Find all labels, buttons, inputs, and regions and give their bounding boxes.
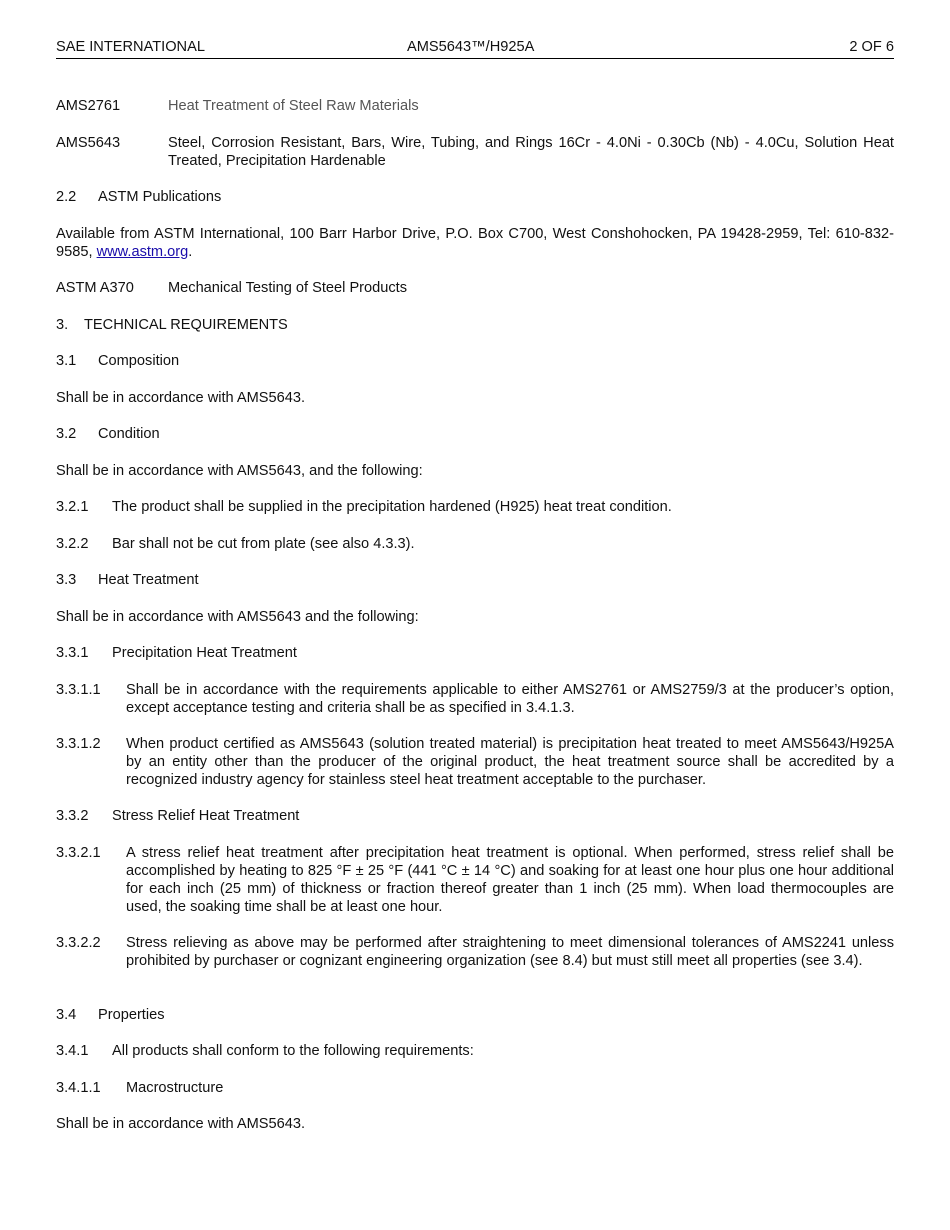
heat-treatment-text: Shall be in accordance with AMS5643 and the following: [56,609,419,625]
header-doc-id: AMS5643™/H925A [407,39,535,55]
section-number: 3.3.2.1 [56,845,101,861]
section-text: Stress relieving as above may be performed after straightening to meet dimensional tolerances of AMS2241 unless prohibited by purchaser or cognizant engineering organization (see 8.4) but must still meet all properties (see 3.4). [126,935,894,969]
document-page [56,38,894,1132]
astm-availability-paragraph: Available from ASTM International, 100 Barr Harbor Drive, P.O. Box C700, West Conshohocken, PA 19428-2959, Tel: 610-832-9585, www.astm.org. [56,226,894,260]
section-number: 3.3.1.1 [56,682,101,698]
section-title: Stress Relief Heat Treatment [112,808,300,824]
section-title: Macrostructure [126,1080,224,1096]
section-heading-3-2 [56,425,894,443]
section-3-3-2-1 [56,844,894,916]
reference-title: Heat Treatment of Steel Raw Materials [168,98,419,114]
reference-code: AMS5643 [56,135,121,151]
section-3-3-1-1 [56,681,894,717]
section-number: 3.4.1.1 [56,1080,101,1096]
section-number: 3.2.2 [56,536,89,552]
section-number: 3.3.2 [56,808,89,824]
section-heading-2-2 [56,188,894,206]
composition-text: Shall be in accordance with AMS5643. [56,390,306,406]
section-title: TECHNICAL REQUIREMENTS [84,317,288,333]
page-header [56,38,894,59]
reference-ams5643 [56,134,894,170]
section-title: Composition [98,353,180,369]
section-heading-3 [56,316,894,334]
reference-title: Mechanical Testing of Steel Products [168,280,408,296]
reference-code: ASTM A370 [56,280,134,296]
section-text: Bar shall not be cut from plate (see also 4.3.3). [112,536,415,552]
section-3-3-2-2 [56,934,894,970]
reference-title: Steel, Corrosion Resistant, Bars, Wire, Tubing, and Rings 16Cr - 4.0Ni - 0.30Cb (Nb) - 4.0Cu, Solution Heat Treated, Precipitation Hardenable [168,135,894,169]
header-org: SAE INTERNATIONAL [56,39,205,55]
section-3-2-1 [56,498,894,516]
section-title: ASTM Publications [98,189,222,205]
reference-astm-a370 [56,279,894,297]
section-title: Precipitation Heat Treatment [112,645,297,661]
section-heading-3-3 [56,571,894,589]
section-heading-3-4-1-1 [56,1079,894,1097]
section-heading-3-4 [56,1006,894,1024]
reference-ams2761 [56,97,894,115]
section-title: Properties [98,1007,165,1023]
section-3-2-2 [56,535,894,553]
section-heading-3-3-2 [56,807,894,825]
section-number: 3.1 [56,353,77,369]
section-heading-3-3-1 [56,644,894,662]
section-number: 3.4 [56,1007,77,1023]
section-number: 2.2 [56,189,77,205]
section-title: Heat Treatment [98,572,199,588]
macrostructure-text: Shall be in accordance with AMS5643. [56,1116,306,1132]
header-page-number: 2 OF 6 [849,39,894,55]
section-text: The product shall be supplied in the precipitation hardened (H925) heat treat condition. [112,499,672,515]
section-number: 3.2 [56,426,77,442]
section-text: All products shall conform to the following requirements: [112,1043,474,1059]
section-number: 3.3.1 [56,645,89,661]
reference-code: AMS2761 [56,98,121,114]
section-number: 3.3.1.2 [56,736,101,752]
section-3-3-1-2 [56,735,894,789]
section-number: 3.4.1 [56,1043,89,1059]
section-number: 3.2.1 [56,499,89,515]
section-heading-3-1 [56,352,894,370]
section-number: 3.3.2.2 [56,935,101,951]
section-text: When product certified as AMS5643 (solution treated material) is precipitation heat treated to meet AMS5643/H925A by an entity other than the producer of the original product, the heat treatment source shall be accredited by a recognized industry agency for stainless steel heat treatment acceptable to the purchaser. [126,736,894,788]
section-number: 3. [56,317,69,333]
section-3-4-1 [56,1042,894,1060]
section-text: Shall be in accordance with the requirements applicable to either AMS2761 or AMS2759/3 at the producer’s option, except acceptance testing and criteria shall be as specified in 3.4.1.3. [126,682,894,716]
astm-website-link[interactable]: www.astm.org [96,244,189,260]
section-text: A stress relief heat treatment after precipitation heat treatment is optional. When performed, stress relief shall be accomplished by heating to 825 °F ± 25 °F (441 °C ± 14 °C) and soaking for at least one hour plus one hour additional for each inch (25 mm) of thickness or fraction thereof greater than 1 inch (25 mm). When load thermocouples are used, the soaking time shall be at least one hour. [126,845,894,915]
section-title: Condition [98,426,160,442]
availability-text: Available from ASTM International, 100 Barr Harbor Drive, P.O. Box C700, West Conshohocken, PA 19428-2959, Tel: 610-832-9585, [56,226,894,260]
condition-text: Shall be in accordance with AMS5643, and the following: [56,463,423,479]
section-number: 3.3 [56,572,77,588]
